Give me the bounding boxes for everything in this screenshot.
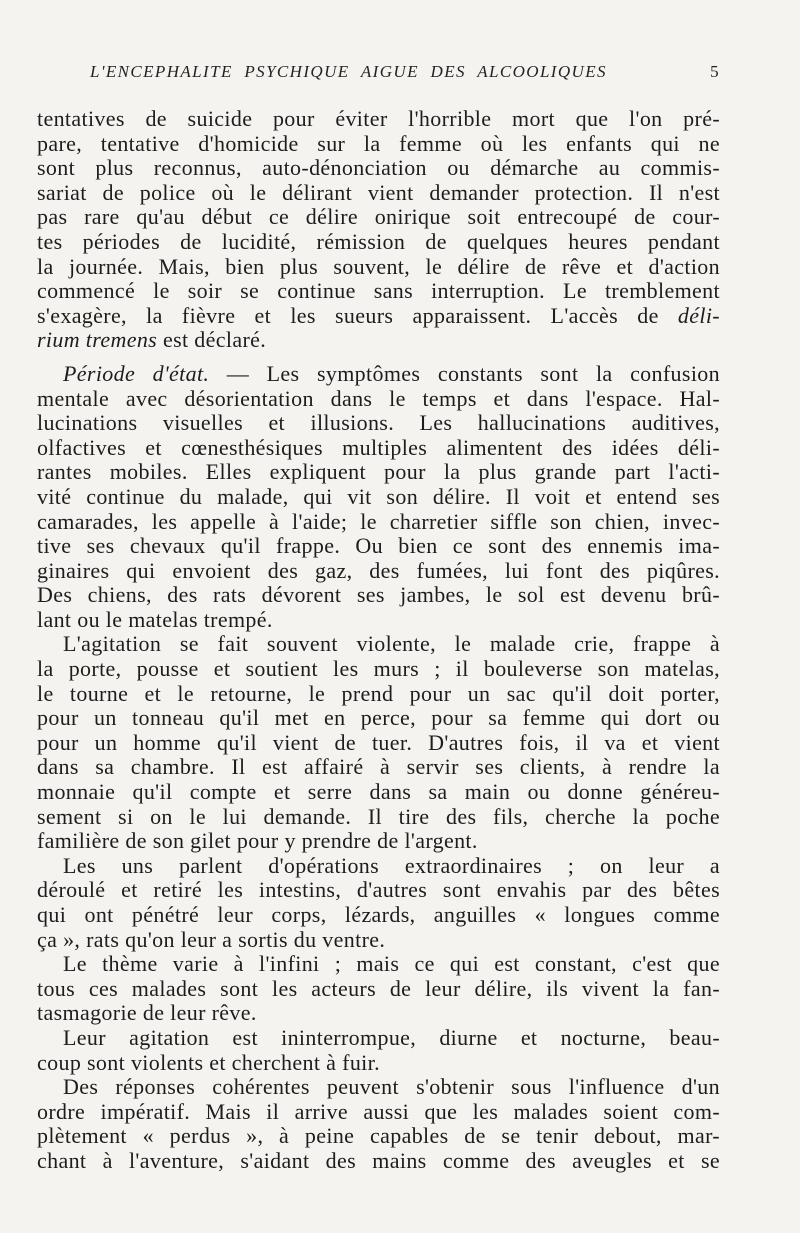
text-line: tasmagorie de leur rêve. <box>37 1000 257 1026</box>
text-line: pas rare qu'au début ce délire onirique soit entrecoupé de cour- <box>37 204 720 230</box>
text-line: chant à l'aventure, s'aidant des mains comme des aveugles et se <box>37 1147 720 1173</box>
text-line: plètement « perdus », à peine capables de se tenir debout, mar- <box>37 1123 720 1149</box>
text-line: mentale avec désorientation dans le temps et dans l'espace. Hal- <box>37 385 720 411</box>
text-line: ginaires qui envoient des gaz, des fumées, lui font des piqûres. <box>37 557 720 583</box>
text-line: ordre impératif. Mais il arrive aussi que les malades soient com- <box>37 1098 720 1124</box>
text-line: tentatives de suicide pour éviter l'horrible mort que l'on pré- <box>37 106 720 131</box>
text-line: pour un homme qu'il vient de tuer. D'autres fois, il va et vient <box>37 729 720 755</box>
text-line: Leur agitation est ininterrompue, diurne et nocturne, beau- <box>63 1024 720 1050</box>
text-line: monnaie qu'il compte et serre dans sa main ou donne généreu- <box>37 779 720 805</box>
text-line: camarades, les appelle à l'aide; le charretier siffle son chien, invec- <box>37 508 720 534</box>
text-line: tive ses chevaux qu'il frappe. Ou bien ce sont des ennemis ima- <box>37 533 720 559</box>
text-line: vité continue du malade, qui vit son délire. Il voit et entend ses <box>37 483 720 509</box>
running-head <box>90 62 720 88</box>
text-line: olfactives et cœnesthésiques multiples alimentent des idées déli- <box>37 434 720 460</box>
text-line: Des chiens, des rats dévorent ses jambes, le sol est devenu brû- <box>37 582 720 608</box>
running-title: L'ENCEPHALITE PSYCHIQUE AIGUE DES ALCOOLIQUES <box>90 62 607 81</box>
text-line: L'agitation se fait souvent violente, le malade crie, frappe à <box>63 631 720 657</box>
text-line: rium tremens est déclaré. <box>37 327 267 353</box>
text-line: rantes mobiles. Elles expliquent pour la plus grande part l'acti- <box>37 459 720 485</box>
text-line: tes périodes de lucidité, rémission de quelques heures pendant <box>37 228 720 254</box>
text-line: sement si on le lui demande. Il tire des fils, cherche la poche <box>37 803 720 829</box>
text-line: sariat de police où le délirant vient demander protection. Il n'est <box>37 179 720 205</box>
text-line: qui ont pénétré leur corps, lézards, anguilles « longues comme <box>37 902 720 927</box>
text-line: la journée. Mais, bien plus souvent, le délire de rêve et d'action <box>37 253 720 279</box>
text-line: tous ces malades sont les acteurs de leur délire, ils vivent la fan- <box>37 975 720 1001</box>
text-line: commencé le soir se continue sans interruption. Le tremblement <box>37 278 720 304</box>
text-line: Le thème varie à l'infini ; mais ce qui est constant, c'est que <box>63 951 720 977</box>
text-line: ça », rats qu'on leur a sortis du ventre. <box>37 926 386 952</box>
text-line: le tourne et le retourne, le prend pour un sac qu'il doit porter, <box>37 680 720 706</box>
text-line: Période d'état. — Les symptômes constants sont la confusion <box>63 360 720 386</box>
text-line: lucinations visuelles et illusions. Les hallucinations auditives, <box>37 410 720 436</box>
text-line: lant ou le matelas trempé. <box>37 606 273 632</box>
text-line: pare, tentative d'homicide sur la femme où les enfants qui ne <box>37 130 720 156</box>
body-text <box>37 107 720 1174</box>
text-line: dans sa chambre. Il est affairé à servir ses clients, à rendre la <box>37 754 720 780</box>
text-line: Des réponses cohérentes peuvent s'obtenir sous l'influence d'un <box>63 1074 720 1100</box>
text-line: déroulé et retiré les intestins, d'autres sont envahis par des bêtes <box>37 877 720 903</box>
text-line: s'exagère, la fièvre et les sueurs apparaissent. L'accès de déli- <box>37 302 720 328</box>
text-line: sont plus reconnus, auto-dénonciation ou démarche au commis- <box>37 155 720 181</box>
text-line: la porte, pousse et soutient les murs ; il bouleverse son matelas, <box>37 656 720 682</box>
text-line: Les uns parlent d'opérations extraordinaires ; on leur a <box>63 852 720 878</box>
page-number: 5 <box>710 62 720 81</box>
text-line: coup sont violents et cherchent à fuir. <box>37 1049 380 1075</box>
text-line: familière de son gilet pour y prendre de l'argent. <box>37 828 478 854</box>
text-line: pour un tonneau qu'il met en perce, pour sa femme qui dort ou <box>37 705 720 731</box>
